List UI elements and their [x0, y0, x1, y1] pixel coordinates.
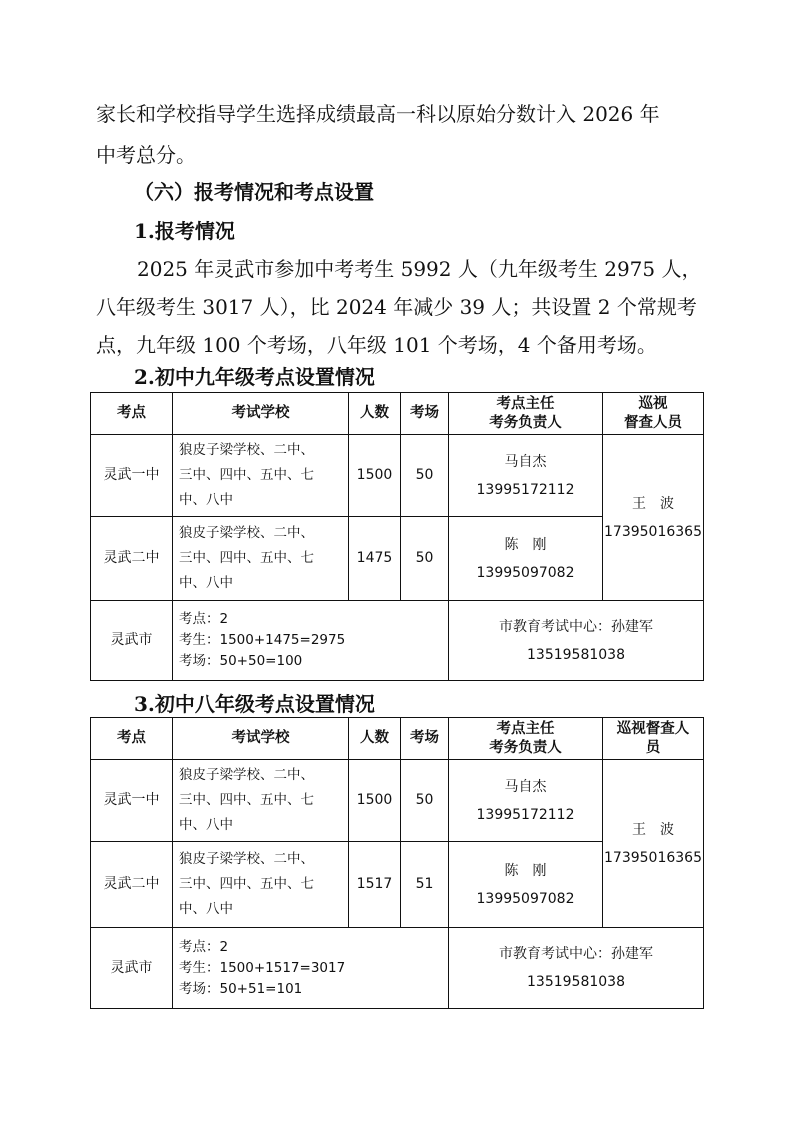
exam-center-contact: 市教育考试中心：孙建军 13519581038: [449, 928, 704, 1009]
room-count: 50: [401, 517, 449, 601]
sub-1-text-line-2: 八年级考生 3017 人），比 2024 年减少 39 人；共设置 2 个常规考: [96, 295, 697, 319]
sub-1-text-line-1: 2025 年灵武市参加中考考生 5992 人（九年级考生 2975 人，: [137, 257, 702, 281]
summary-row: [91, 601, 704, 681]
col-header-count: 人数: [349, 393, 401, 435]
site-lead: 马自杰 13995172112: [449, 435, 603, 517]
site-name: 灵武一中: [91, 760, 173, 842]
room-count: 50: [401, 435, 449, 517]
site-name: 灵武二中: [91, 842, 173, 928]
site-lead: 陈 刚 13995097082: [449, 842, 603, 928]
school-list: 狼皮子梁学校、二中、 三中、四中、五中、七 中、八中: [173, 842, 349, 928]
student-count: 1500: [349, 435, 401, 517]
student-count: 1475: [349, 517, 401, 601]
grade-9-site-table: [90, 392, 704, 681]
room-count: 50: [401, 760, 449, 842]
inspector: 王 波 17395016365: [603, 760, 704, 928]
col-header-lead: 考点主任 考务负责人: [449, 393, 603, 435]
student-count: 1500: [349, 760, 401, 842]
intro-line-2: 中考总分。: [96, 143, 196, 167]
col-header-site: 考点: [91, 718, 173, 760]
sub-1-heading: 1.报考情况: [134, 219, 235, 243]
inspector: 王 波 17395016365: [603, 435, 704, 601]
table-row: [91, 435, 704, 517]
site-lead: 马自杰 13995172112: [449, 760, 603, 842]
intro-line-1: 家长和学校指导学生选择成绩最高一科以原始分数计入 2026 年: [96, 102, 660, 126]
col-header-schools: 考试学校: [173, 393, 349, 435]
student-count: 1517: [349, 842, 401, 928]
col-header-inspector: 巡视 督查人员: [603, 393, 704, 435]
sub-1-text-line-3: 点，九年级 100 个考场，八年级 101 个考场，4 个备用考场。: [96, 333, 657, 357]
col-header-lead: 考点主任 考务负责人: [449, 718, 603, 760]
table-header-row: [91, 393, 704, 435]
table-row: [91, 760, 704, 842]
school-list: 狼皮子梁学校、二中、 三中、四中、五中、七 中、八中: [173, 517, 349, 601]
grade-9-table-heading: 2.初中九年级考点设置情况: [134, 365, 375, 389]
summary-site: 灵武市: [91, 601, 173, 681]
exam-center-contact: 市教育考试中心：孙建军 13519581038: [449, 601, 704, 681]
grade-8-table-heading: 3.初中八年级考点设置情况: [134, 692, 375, 716]
table-header-row: [91, 718, 704, 760]
col-header-count: 人数: [349, 718, 401, 760]
summary-site: 灵武市: [91, 928, 173, 1009]
col-header-inspector: 巡视督查人 员: [603, 718, 704, 760]
col-header-site: 考点: [91, 393, 173, 435]
school-list: 狼皮子梁学校、二中、 三中、四中、五中、七 中、八中: [173, 760, 349, 842]
site-name: 灵武二中: [91, 517, 173, 601]
summary-totals: 考点：2 考生：1500+1517=3017 考场：50+51=101: [173, 928, 449, 1009]
summary-row: [91, 928, 704, 1009]
site-name: 灵武一中: [91, 435, 173, 517]
section-6-heading: （六）报考情况和考点设置: [134, 180, 374, 204]
summary-totals: 考点：2 考生：1500+1475=2975 考场：50+50=100: [173, 601, 449, 681]
grade-8-site-table: [90, 717, 704, 1009]
room-count: 51: [401, 842, 449, 928]
col-header-schools: 考试学校: [173, 718, 349, 760]
col-header-rooms: 考场: [401, 393, 449, 435]
col-header-rooms: 考场: [401, 718, 449, 760]
site-lead: 陈 刚 13995097082: [449, 517, 603, 601]
school-list: 狼皮子梁学校、二中、 三中、四中、五中、七 中、八中: [173, 435, 349, 517]
